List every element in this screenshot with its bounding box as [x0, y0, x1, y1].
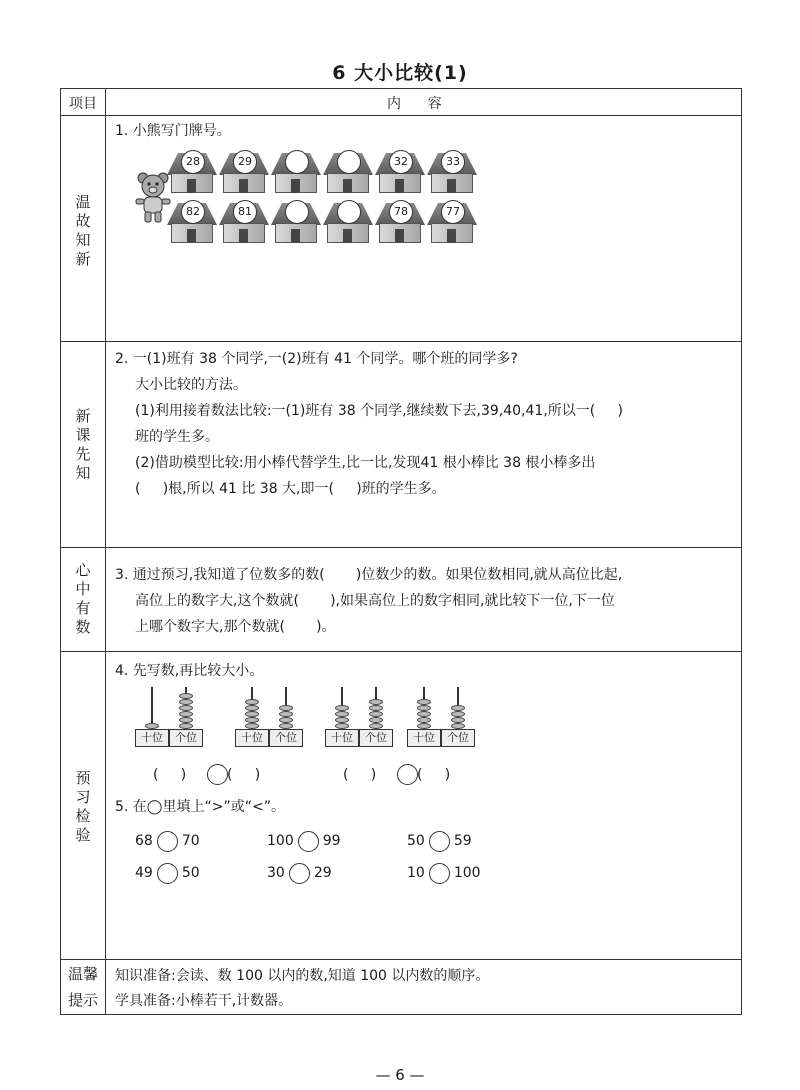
- abacus: [407, 687, 477, 749]
- left-number: 50: [407, 833, 425, 849]
- ones-label: 个位: [269, 729, 303, 747]
- house-icon: [375, 149, 425, 193]
- bear-icon: [135, 171, 171, 223]
- comparison-item: [407, 861, 481, 885]
- question-4-text: 4. 先写数,再比较大小。: [115, 663, 264, 679]
- row-label-review: 温 故 知 新: [75, 193, 91, 268]
- question-2-line-6: ( )根,所以 41 比 38 大,即一( )班的学生多。: [135, 481, 446, 497]
- house-number[interactable]: 28: [181, 150, 205, 174]
- ones-label: 个位: [359, 729, 393, 747]
- house-icon: [167, 199, 217, 243]
- abacus-bead: [245, 717, 259, 723]
- question-2-line-5: (2)借助模型比较:用小棒代替学生,比一比,发现41 根小棒比 38 根小棒多出: [135, 455, 596, 471]
- row-divider: [61, 959, 741, 960]
- abacus-bead: [451, 717, 465, 723]
- abacus-bead: [335, 711, 349, 717]
- row-divider: [61, 651, 741, 652]
- row-label-check: 预 习 检 验: [75, 769, 91, 844]
- house-door: [239, 229, 248, 243]
- house-number[interactable]: 32: [389, 150, 413, 174]
- abacus-bead: [335, 705, 349, 711]
- ones-label: 个位: [169, 729, 203, 747]
- house-number[interactable]: 82: [181, 200, 205, 224]
- house-number[interactable]: 81: [233, 200, 257, 224]
- abacus-bead: [179, 699, 193, 705]
- comparison-item: [407, 829, 472, 853]
- row-label-new-lesson: 新 课 先 知: [75, 407, 91, 482]
- house-door: [187, 179, 196, 193]
- tip-line-2: 学具准备:小棒若干,计数器。: [115, 993, 293, 1009]
- abacus-bead: [179, 711, 193, 717]
- comparison-item: [267, 861, 332, 885]
- question-1-text: 1. 小熊写门牌号。: [115, 123, 231, 139]
- header-content: 内 容: [387, 96, 442, 112]
- house-door: [447, 179, 456, 193]
- abacus-bead: [369, 711, 383, 717]
- answer-circle[interactable]: [289, 863, 310, 884]
- house-icon: [167, 149, 217, 193]
- abacus-bead: [369, 699, 383, 705]
- comparison-item: [135, 861, 200, 885]
- row-label-mind: 心 中 有 数: [75, 561, 91, 636]
- abacus-bead: [451, 705, 465, 711]
- question-2-line-3: (1)利用接着数法比较:一(1)班有 38 个同学,继续数下去,39,40,41,所以一( ): [135, 403, 623, 419]
- page-number: — 6 —: [375, 1066, 425, 1084]
- question-2-line-2: 大小比较的方法。: [135, 377, 247, 393]
- compare-circle: [207, 764, 228, 785]
- abacus-bead: [279, 705, 293, 711]
- right-number: 29: [313, 865, 332, 881]
- abacus-bead: [245, 699, 259, 705]
- abacus-bead: [279, 711, 293, 717]
- answer-blank: ( ): [227, 767, 261, 783]
- house-icon: [323, 149, 373, 193]
- answer-circle[interactable]: [429, 831, 450, 852]
- abacus-bead: [245, 711, 259, 717]
- abacus-bead: [179, 705, 193, 711]
- house-number[interactable]: [337, 200, 361, 224]
- house-door: [395, 179, 404, 193]
- answer-blank: ( ): [417, 767, 451, 783]
- answer-circle[interactable]: [429, 863, 450, 884]
- column-divider: [105, 89, 106, 1014]
- house-door: [343, 179, 352, 193]
- house-number[interactable]: 78: [389, 200, 413, 224]
- right-number: 99: [322, 833, 341, 849]
- tens-label: 十位: [325, 729, 359, 747]
- house-door: [291, 229, 300, 243]
- abacus-bead: [335, 717, 349, 723]
- house-icon: [219, 149, 269, 193]
- tens-label: 十位: [407, 729, 441, 747]
- house-icon: [427, 199, 477, 243]
- tens-label: 十位: [135, 729, 169, 747]
- row-divider: [61, 341, 741, 342]
- question-3-line-2: 高位上的数字大,这个数就( ),如果高位上的数字相同,就比较下一位,下一位: [135, 593, 615, 609]
- house-number[interactable]: [285, 150, 309, 174]
- answer-circle[interactable]: [157, 831, 178, 852]
- tip-line-1: 知识准备:会读、数 100 以内的数,知道 100 以内数的顺序。: [115, 968, 490, 984]
- answer-circle[interactable]: [298, 831, 319, 852]
- house-door: [395, 229, 404, 243]
- house-door: [343, 229, 352, 243]
- abacus-bead: [179, 717, 193, 723]
- answer-circle[interactable]: [157, 863, 178, 884]
- abacus-bead: [417, 699, 431, 705]
- right-number: 50: [181, 865, 200, 881]
- house-icon: [219, 199, 269, 243]
- right-number: 100: [453, 865, 481, 881]
- question-3-line-3: 上哪个数字大,那个数就( )。: [135, 619, 336, 635]
- house-icon: [271, 149, 321, 193]
- right-number: 59: [453, 833, 472, 849]
- tens-label: 十位: [235, 729, 269, 747]
- house-icon: [375, 199, 425, 243]
- abacus-bead: [245, 705, 259, 711]
- left-number: 49: [135, 865, 153, 881]
- compare-circle: [397, 764, 418, 785]
- question-2-line-4: 班的学生多。: [135, 429, 219, 445]
- house-door: [187, 229, 196, 243]
- answer-blank: ( ): [153, 767, 187, 783]
- question-2-line-1: 2. 一(1)班有 38 个同学,一(2)班有 41 个同学。哪个班的同学多?: [115, 351, 518, 367]
- house-number[interactable]: [285, 200, 309, 224]
- abacus-bead: [369, 705, 383, 711]
- abacus: [325, 687, 395, 749]
- house-door: [291, 179, 300, 193]
- house-door: [447, 229, 456, 243]
- worksheet-table: [60, 88, 742, 1015]
- question-5-text: 5. 在◯里填上“>”或“<”。: [115, 799, 285, 815]
- house-number[interactable]: 77: [441, 200, 465, 224]
- house-number[interactable]: 33: [441, 150, 465, 174]
- left-number: 30: [267, 865, 285, 881]
- row-divider: [61, 547, 741, 548]
- left-number: 100: [267, 833, 294, 849]
- house-icon: [271, 199, 321, 243]
- right-number: 70: [181, 833, 200, 849]
- house-number[interactable]: [337, 150, 361, 174]
- house-number[interactable]: 29: [233, 150, 257, 174]
- left-number: 10: [407, 865, 425, 881]
- page-title: 6 大小比较(1): [332, 62, 468, 84]
- question-3-line-1: 3. 通过预习,我知道了位数多的数( )位数少的数。如果位数相同,就从高位比起,: [115, 567, 623, 583]
- left-number: 68: [135, 833, 153, 849]
- abacus: [135, 687, 205, 749]
- house-icon: [323, 199, 373, 243]
- abacus-bead: [279, 717, 293, 723]
- header-item: 项目: [69, 96, 97, 112]
- ones-label: 个位: [441, 729, 475, 747]
- answer-blank: ( ): [343, 767, 377, 783]
- abacus: [235, 687, 305, 749]
- row-label-tip: 温馨 提示: [67, 965, 98, 1009]
- comparison-item: [135, 829, 200, 853]
- row-divider: [61, 115, 741, 116]
- abacus-bead: [451, 711, 465, 717]
- abacus-bead: [179, 693, 193, 699]
- comparison-item: [267, 829, 341, 853]
- house-icon: [427, 149, 477, 193]
- abacus-bead: [417, 717, 431, 723]
- abacus-bead: [369, 717, 383, 723]
- house-door: [239, 179, 248, 193]
- abacus-bead: [417, 705, 431, 711]
- abacus-bead: [417, 711, 431, 717]
